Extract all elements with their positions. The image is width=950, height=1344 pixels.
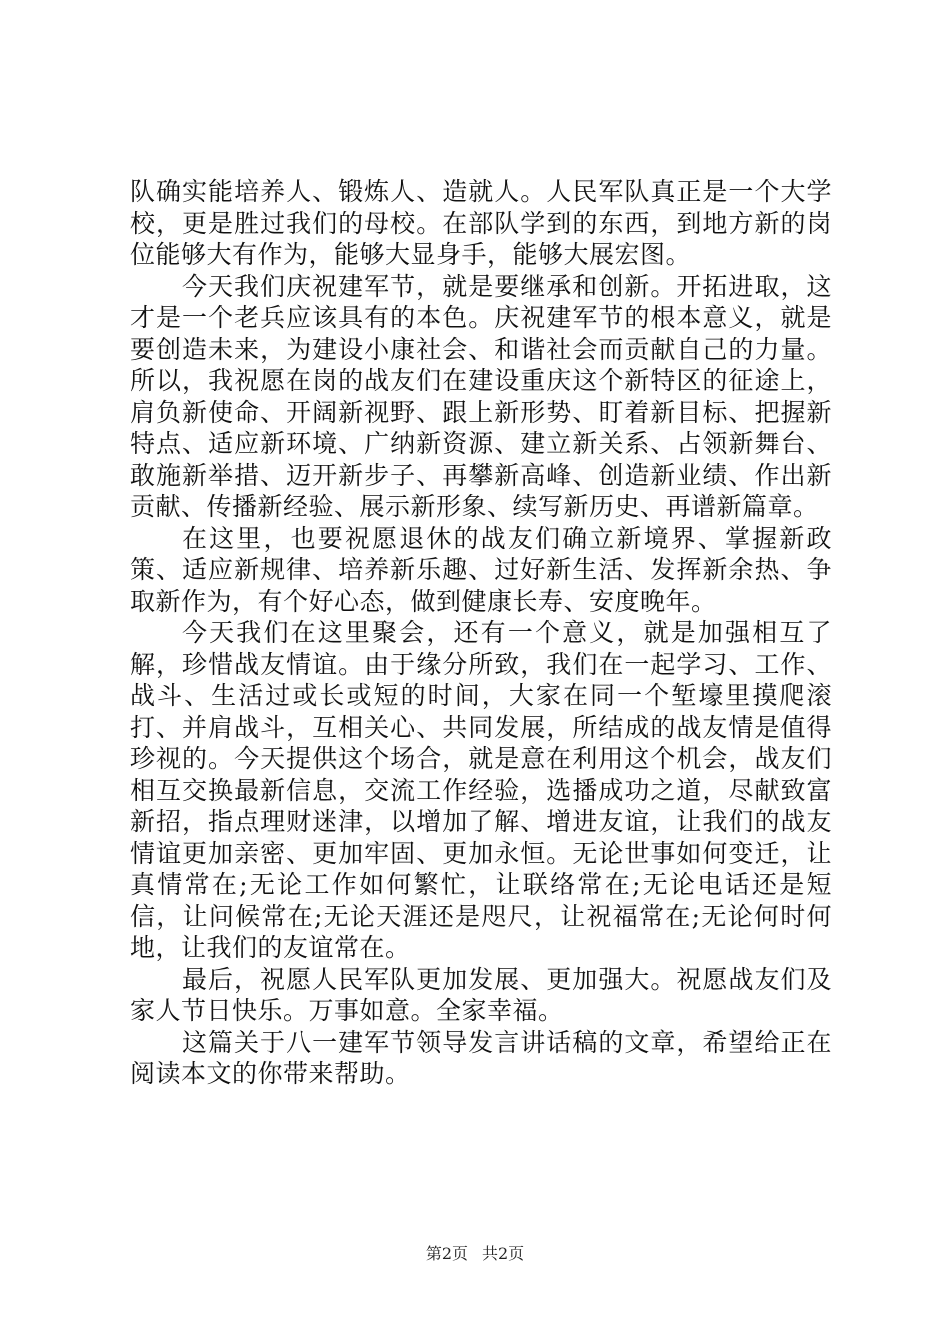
page-total: 共2页 — [482, 1244, 525, 1263]
paragraph-2: 今天我们庆祝建军节，就是要继承和创新。开拓进取，这才是一个老兵应该具有的本色。庆祝建军节的根本意义，就是要创造未来，为建设小康社会、和谐社会而贡献自己的力量。所以，我祝愿在岗的战友们在建设重庆这个新特区的征途上，肩负新使命、开阔新视野、跟上新形势、盯着新目标、把握新特点、适应新环境、广纳新资源、建立新关系、占领新舞台、敢施新举措、迈开新步子、再攀新高峰、创造新业绩、作出新贡献、传播新经验、展示新形象、续写新历史、再谱新篇章。 — [130, 271, 832, 521]
paragraph-1: 队确实能培养人、锻炼人、造就人。人民军队真正是一个大学校，更是胜过我们的母校。在部队学到的东西，到地方新的岗位能够大有作为，能够大显身手，能够大展宏图。 — [130, 177, 832, 269]
page-footer — [0, 1244, 950, 1264]
paragraph-6: 这篇关于八一建军节领导发言讲话稿的文章，希望给正在阅读本文的你带来帮助。 — [130, 1027, 832, 1088]
document-body — [130, 176, 832, 1090]
paragraph-4: 今天我们在这里聚会，还有一个意义，就是加强相互了解，珍惜战友情谊。由于缘分所致，我们在一起学习、工作、战斗、生活过或长或短的时间，大家在同一个堑壕里摸爬滚打、并肩战斗，互相关心、共同发展，所结成的战友情是值得珍视的。今天提供这个场合，就是意在利用这个机会，战友们相互交换最新信息，交流工作经验，选播成功之道，尽献致富新招，指点理财迷津，以增加了解、增进友谊，让我们的战友情谊更加亲密、更加牢固、更加永恒。无论世事如何变迁，让真情常在;无论工作如何繁忙，让联络常在;无论电话还是短信，让问候常在;无论天涯还是咫尺，让祝福常在;无论何时何地，让我们的友谊常在。 — [130, 618, 832, 962]
paragraph-3: 在这里，也要祝愿退休的战友们确立新境界、掌握新政策、适应新规律、培养新乐趣、过好新生活、发挥新余热、争取新作为，有个好心态，做到健康长寿、安度晚年。 — [130, 523, 832, 616]
paragraph-5: 最后，祝愿人民军队更加发展、更加强大。祝愿战友们及家人节日快乐。万事如意。全家幸福。 — [130, 964, 832, 1025]
page-number: 第2页 — [425, 1244, 468, 1263]
